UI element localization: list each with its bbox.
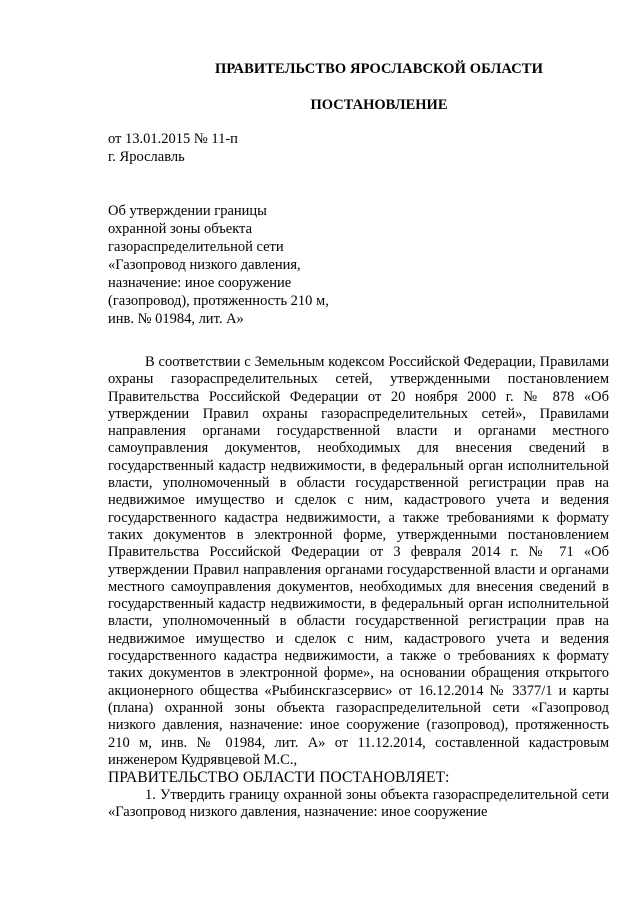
subject-line: (газопровод), протяженность 210 м,: [108, 293, 329, 309]
document-type: ПОСТАНОВЛЕНИЕ: [310, 97, 448, 113]
subject-line: «Газопровод низкого давления,: [108, 257, 301, 273]
decree-statement: ПРАВИТЕЛЬСТВО ОБЛАСТИ ПОСТАНОВЛЯЕТ:: [108, 769, 450, 787]
document-meta: [108, 130, 238, 166]
date-number: от 13.01.2015 № 11-п: [108, 131, 238, 147]
document-body: [108, 354, 609, 822]
subject-line: газораспределительной сети: [108, 239, 284, 255]
subject-line: назначение: иное сооружение: [108, 275, 292, 291]
document-subject: [108, 202, 329, 328]
subject-line: Об утверждении границы: [108, 203, 267, 219]
subject-line: охранной зоны объекта: [108, 221, 253, 237]
preamble-paragraph: В соответствии с Земельным кодексом Российской Федерации, Правилами охраны газораспределительных сетей, утвержденными постановлением Правительства Российской Федерации от 20 ноября 2000 г. № 878 «Об утверждении Правил охраны газораспределительных сетей», Правилами направления органами государственной власти и органами местного самоуправления документов, необходимых для внесения сведений в государственный кадастр недвижимости, в федеральный орган исполнительной власти, уполномоченный в области государственной регистрации прав на недвижимое имущество и сделок с ним, кадастрового учета и ведения государственного кадастра недвижимости, а также требованиями к формату таких документов в электронной форме, утвержденными постановлением Правительства Российской Федерации от 3 февраля 2014 г. № 71 «Об утверждении Правил направления органами государственной власти и органами местного самоуправления документов, необходимых для внесения сведений в государственный кадастр недвижимости, в федеральный орган исполнительной власти, уполномоченный в области государственной регистрации прав на недвижимое имущество и сделок с ним, кадастрового учета и ведения государственного кадастра недвижимости, а также о требованиях к формату таких документов в электронной форме», на основании обращения открытого акционерного общества «Рыбинскгазсервис» от 16.12.2014 № 3377/1 и карты (плана) охранной зоны объекта газораспределительной сети «Газопровод низкого давления, назначение: иное сооружение (газопровод), протяженность 210 м, инв. № 01984, лит. А» от 11.12.2014, составленной кадастровым инженером Кудрявцевой М.С.,: [108, 354, 609, 768]
item-1-paragraph: 1. Утвердить границу охранной зоны объекта газораспределительной сети «Газопровод низкого давления, назначение: иное сооружение: [108, 787, 609, 821]
city: г. Ярославль: [108, 149, 185, 165]
subject-line: инв. № 01984, лит. А»: [108, 311, 244, 327]
organization-title: ПРАВИТЕЛЬСТВО ЯРОСЛАВСКОЙ ОБЛАСТИ: [215, 61, 543, 77]
